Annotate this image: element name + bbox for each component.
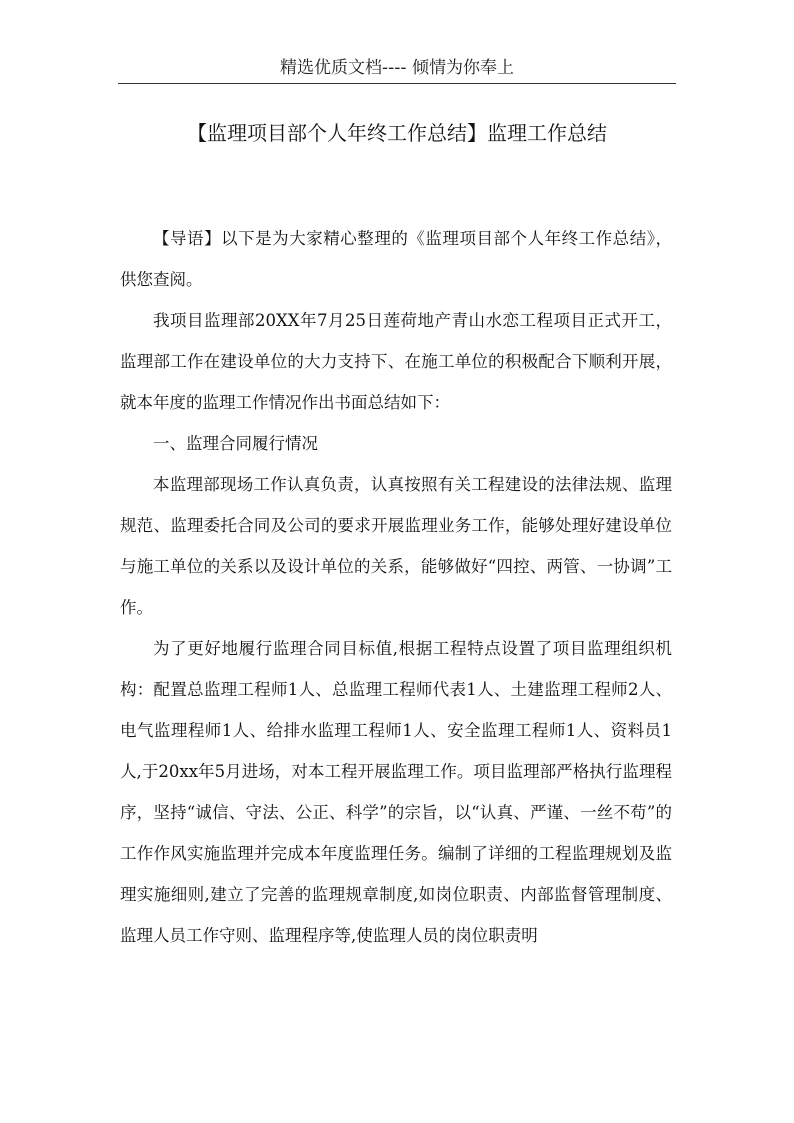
- header-text: 精选优质文档---- 倾情为你奉上: [280, 58, 514, 78]
- page-header: [118, 55, 676, 84]
- section-heading: 一、监理合同履行情况: [153, 434, 318, 453]
- paragraph-work: 本监理部现场工作认真负责，认真按照有关工程建设的法律法规、监理规范、监理委托合同及公司的要求开展监理业务工作，能够处理好建设单位与施工单位的关系以及设计单位的关系，能够做好“四控、两管、一协调”工作。: [120, 475, 672, 617]
- paragraph-intro: 【导语】以下是为大家精心整理的《监理项目部个人年终工作总结》，供您查阅。: [120, 229, 672, 289]
- paragraph-start: 我项目监理部20XX年7月25日莲荷地产青山水恋工程项目正式开工，监理部工作在建设单位的大力支持下、在施工单位的积极配合下顺利开展，就本年度的监理工作情况作出书面总结如下：: [120, 311, 672, 412]
- document-body: [120, 218, 672, 956]
- paragraph-organization: 为了更好地履行监理合同目标值,根据工程特点设置了项目监理组织机构：配置总监理工程师1人、总监理工程师代表1人、土建监理工程师2人、电气监理程师1人、给排水监理工程师1人、安全监理工程师1人、资料员1人,于20xx年5月进场，对本工程开展监理工作。项目监理部严格执行监理程序，坚持“诚信、守法、公正、科学”的宗旨，以“认真、严谨、一丝不苟”的工作作风实施监理并完成本年度监理任务。编制了详细的工程监理规划及监理实施细则,建立了完善的监理规章制度,如岗位职责、内部监督管理制度、监理人员工作守则、监理程序等,使监理人员的岗位职责明: [120, 639, 672, 945]
- document-title: 【监理项目部个人年终工作总结】监理工作总结: [187, 121, 607, 145]
